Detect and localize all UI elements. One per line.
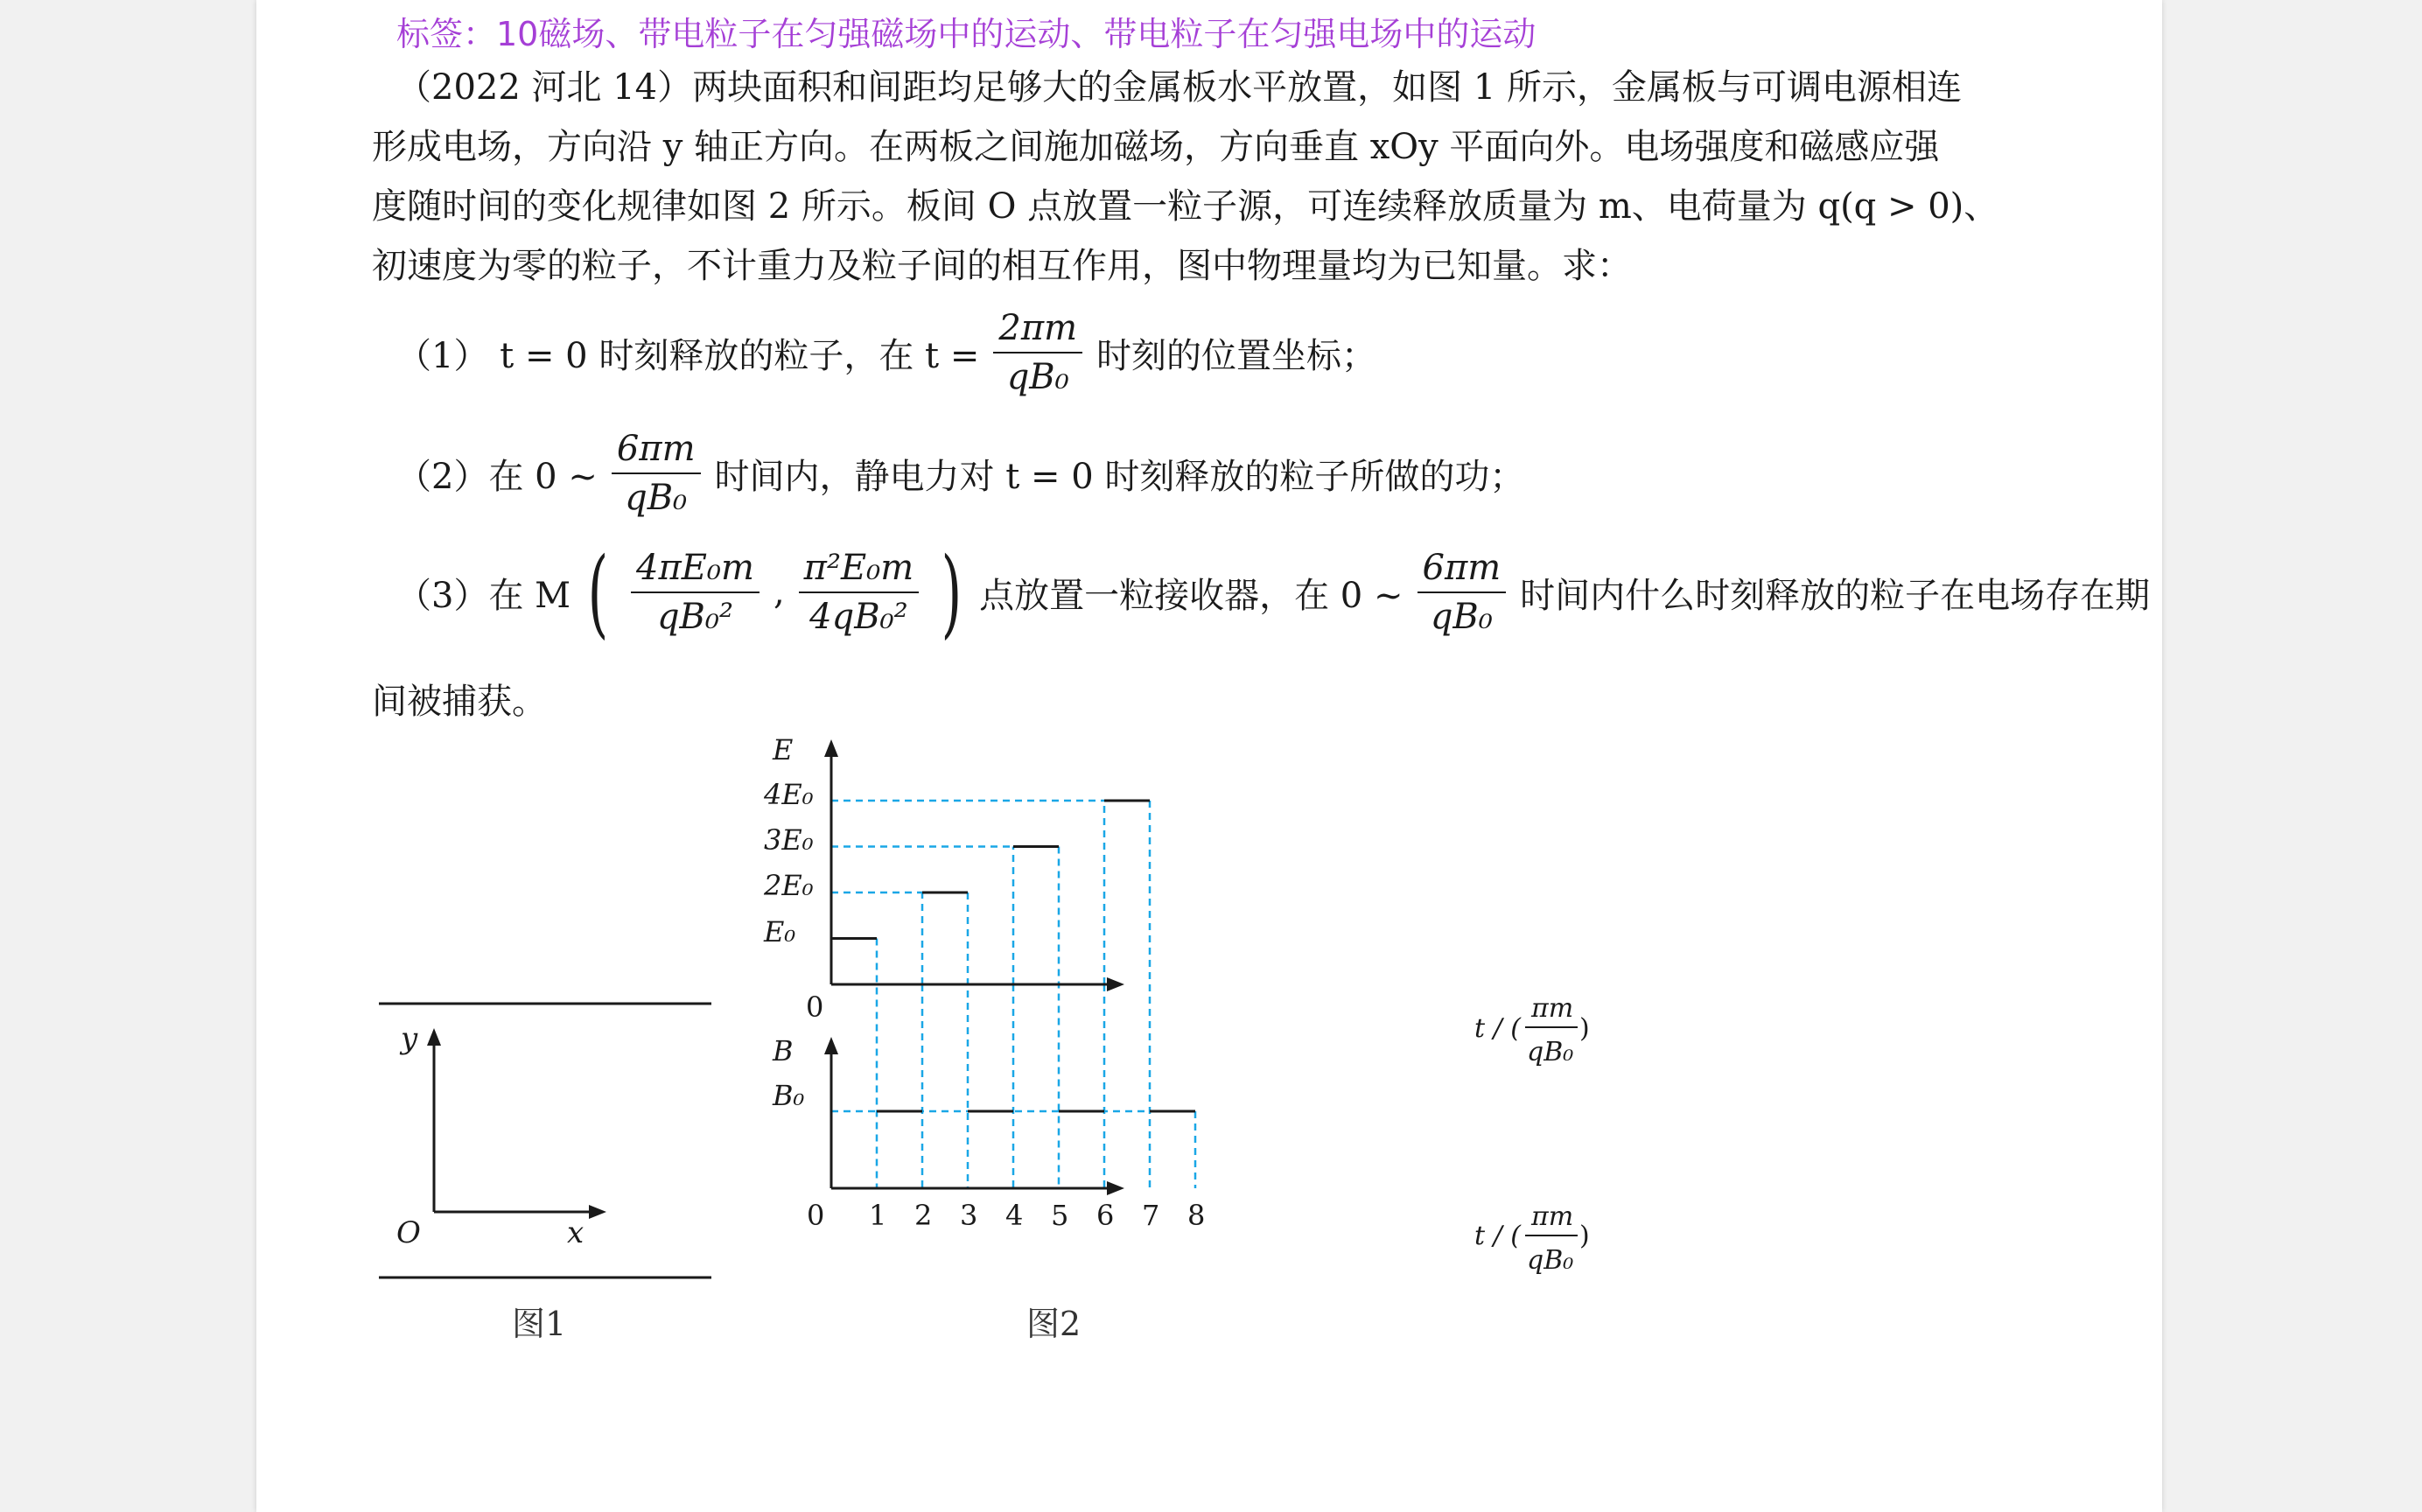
fig2-b-t-den: qB₀ (1527, 1245, 1574, 1276)
fig2-e-t-label (1474, 993, 1590, 1068)
fig2-b-arrow (824, 1037, 838, 1054)
fig2-b-t-suffix: ) (1579, 1221, 1590, 1251)
q3-comma: , (773, 572, 785, 612)
q3-num3: 6πm (1418, 548, 1507, 593)
problem-line-1: （2022 河北 14）两块面积和间距均足够大的金属板水平放置，如图 1 所示，金属板与可调电源相连 (396, 67, 1963, 108)
fig2-e-arrow (824, 739, 838, 757)
fig2-x-tick-7: 7 (1142, 1199, 1160, 1232)
fig2-e-label: E (773, 735, 794, 766)
q2-fraction (612, 429, 701, 518)
fig2-x-tick-1: 1 (869, 1199, 887, 1232)
q3-mid: 点放置一粒接收器，在 0 ~ (979, 575, 1404, 616)
q2-prefix: （2）在 0 ~ (396, 456, 598, 497)
fig2-x-tick-2: 2 (914, 1199, 933, 1232)
q1-prefix: （1） t = 0 时刻释放的粒子，在 t = (396, 335, 980, 376)
fig2-e-tick-4: 4E₀ (764, 778, 814, 811)
fig1-y-label: y (401, 1021, 418, 1056)
fig2-e-t-den: qB₀ (1527, 1037, 1574, 1068)
fig2-x-ticks (807, 1199, 1205, 1232)
fig2-e-zero: 0 (806, 990, 824, 1024)
fig1-x-label: x (567, 1215, 584, 1250)
fig2-e-t-suffix: ) (1579, 1013, 1590, 1044)
q3-den2: 4qB₀² (809, 597, 908, 637)
q3-num1: 4πE₀m (631, 548, 760, 593)
fig2-e-t-num: πm (1531, 993, 1574, 1024)
fig2-caption: 图2 (1026, 1305, 1082, 1343)
q3-den3: qB₀ (1430, 597, 1493, 637)
fig2-dashed-guides (831, 801, 1195, 1188)
document-page (256, 0, 2162, 1512)
q3-suffix: 时间内什么时刻释放的粒子在电场存在期 (1520, 575, 2151, 616)
fig1-x-arrow (589, 1205, 606, 1219)
fig1-origin-label: O (396, 1215, 421, 1250)
tag-line: 标签：10磁场、带电粒子在匀强磁场中的运动、带电粒子在匀强电场中的运动 (396, 15, 1536, 53)
question-3-continued: 间被捕获。 (372, 682, 547, 722)
fig2-b-tick: B₀ (773, 1079, 805, 1112)
fig2-e-tick-3: 3E₀ (764, 823, 814, 857)
fig2-b-t-prefix: t / ( (1474, 1221, 1521, 1251)
q3-num2: π²E₀m (799, 548, 920, 593)
q1-num: 2πm (993, 308, 1082, 354)
fig2-x-tick-3: 3 (960, 1199, 978, 1232)
q3-prefix: （3）在 M (396, 575, 571, 616)
fig1-caption: 图1 (512, 1305, 567, 1343)
fig2-b-t-arrow (1107, 1181, 1124, 1195)
problem-line-2: 形成电场，方向沿 y 轴正方向。在两板之间施加磁场，方向垂直 xOy 平面向外。电场强度和磁感应强 (372, 127, 1940, 167)
q2-den: qB₀ (625, 478, 688, 518)
q1-suffix: 时刻的位置坐标； (1096, 335, 1377, 376)
problem-line-4: 初速度为零的粒子，不计重力及粒子间的相互作用，图中物理量均为已知量。求： (372, 246, 1632, 286)
q3-fraction-1 (631, 548, 760, 637)
q3-fraction-2 (799, 548, 920, 637)
question-2 (396, 429, 1524, 518)
fig1-y-arrow (427, 1028, 441, 1046)
fig2-e-t-prefix: t / ( (1474, 1013, 1521, 1044)
problem-line-3: 度随时间的变化规律如图 2 所示。板间 O 点放置一粒子源，可连续释放质量为 m、电荷量为 q(q > 0)、 (372, 186, 1999, 227)
fig2-b-t-num: πm (1531, 1201, 1574, 1232)
q3-fraction-3 (1418, 548, 1507, 637)
fig2-e-tick-2: 2E₀ (764, 869, 814, 902)
question-1 (396, 308, 1376, 397)
q2-suffix: 时间内，静电力对 t = 0 时刻释放的粒子所做的功； (714, 456, 1525, 497)
fig2-x-tick-4: 4 (1005, 1199, 1024, 1232)
figure-2 (746, 735, 1604, 1295)
fig2-x-tick-8: 8 (1187, 1199, 1206, 1232)
fig2-e-t-arrow (1107, 977, 1124, 991)
question-3: （3）在 M ( $\frac{\text{4πE₀m}}{\text{qB₀²}}$ , $\frac{\text{π²E₀m}}{\text{4qB₀²}}$ ) 点放置一粒接收器，在 0 ~ $\frac{6\pi m}{\text{qB₀}}$ 时间内什么时刻释放的粒子在电场存在期 (396, 536, 2151, 648)
figure-1 (370, 989, 720, 1295)
q3-den1: qB₀² (656, 597, 734, 637)
fig2-b-label: B (773, 1034, 794, 1068)
fig2-b-t-label (1474, 1201, 1590, 1276)
fig2-x-tick-0: 0 (807, 1199, 825, 1232)
fig2-e-tick-1: E₀ (764, 915, 796, 948)
q1-fraction (993, 308, 1082, 397)
fig2-x-tick-5: 5 (1051, 1199, 1069, 1232)
q1-den: qB₀ (1006, 357, 1069, 397)
q2-num: 6πm (612, 429, 701, 474)
fig2-x-tick-6: 6 (1096, 1199, 1115, 1232)
